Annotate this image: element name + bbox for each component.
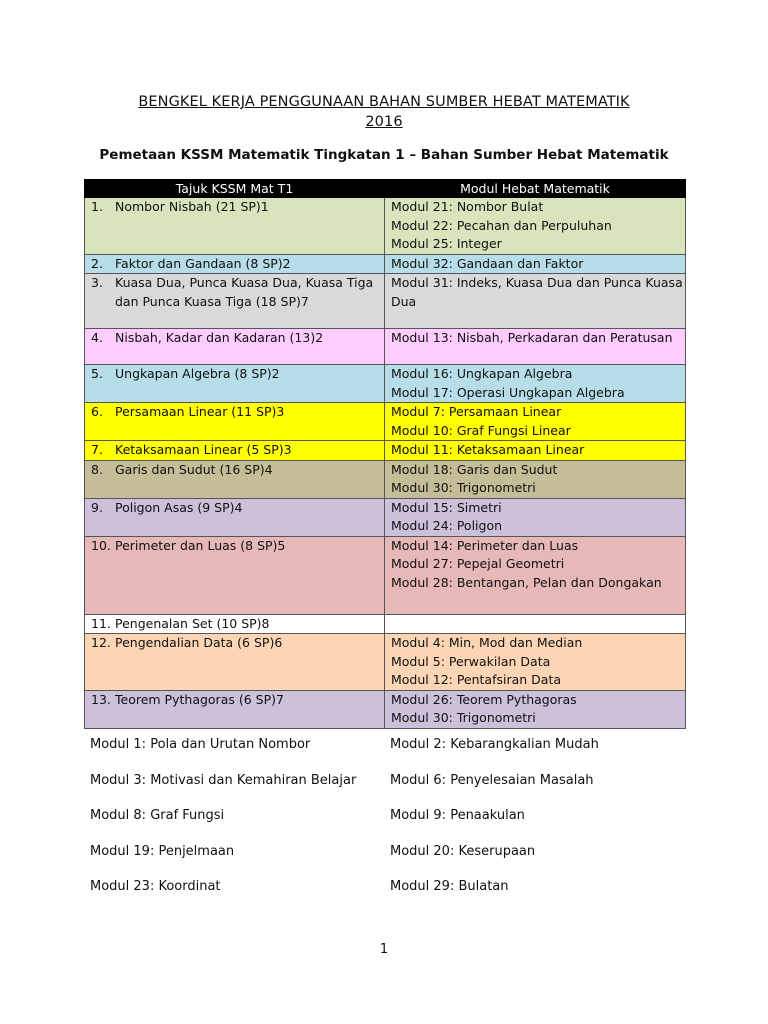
topic-item (91, 537, 384, 556)
modul-item: Modul 17: Operasi Ungkapan Algebra (391, 384, 625, 400)
document-subtitle: Pemetaan KSSM Matematik Tingkatan 1 – Bahan Sumber Hebat Matematik (99, 147, 669, 163)
topic-cell (85, 614, 385, 634)
topic-number: 12. (91, 635, 111, 650)
topic-label: Poligon Asas (9 SP)4 (115, 499, 243, 515)
modul-cell (385, 198, 686, 255)
topic-cell (85, 441, 385, 461)
modul-item: Modul 13: Nisbah, Perkadaran dan Peratusan (391, 330, 673, 345)
modul-cell (385, 274, 686, 329)
topic-label: Perimeter dan Luas (8 SP)5 (115, 537, 286, 553)
modul-item: Modul 15: Simetri (391, 499, 502, 515)
modul-item: Modul 24: Poligon (391, 518, 503, 533)
table-row (85, 274, 686, 329)
modul-cell (385, 460, 686, 498)
topic-label: Pengenalan Set (10 SP)8 (115, 615, 270, 631)
modul-cell (385, 536, 686, 614)
topic-cell (85, 460, 385, 498)
other-modules-row (90, 806, 690, 842)
topic-number: 1. (91, 199, 103, 214)
modul-cell (385, 441, 686, 461)
other-modules-row (90, 842, 690, 878)
topic-item (91, 198, 384, 217)
topic-number: 11. (91, 615, 111, 631)
topic-item (91, 255, 384, 274)
topic-number: 7. (91, 442, 103, 457)
topic-label: Ungkapan Algebra (8 SP)2 (115, 366, 280, 381)
topic-number: 9. (91, 499, 103, 515)
table-row (85, 198, 686, 255)
modul-item: Modul 10: Graf Fungsi Linear (391, 422, 571, 438)
modul-item: Modul 30: Trigonometri (391, 710, 536, 725)
mapping-table (84, 179, 686, 729)
other-module-item: Modul 20: Keserupaan (390, 843, 536, 859)
topic-label: Faktor dan Gandaan (8 SP)2 (115, 255, 291, 271)
topic-cell (85, 198, 385, 255)
table-row (85, 254, 686, 274)
table-row (85, 460, 686, 498)
topic-label: Garis dan Sudut (16 SP)4 (115, 461, 273, 477)
modul-item: Modul 26: Teorem Pythagoras (391, 691, 577, 707)
topic-number: 13. (91, 691, 111, 707)
other-modules-row (90, 735, 690, 771)
table-row (85, 536, 686, 614)
other-modules-list (90, 735, 690, 913)
other-module-item: Modul 29: Bulatan (390, 879, 509, 894)
modul-item: Modul 21: Nombor Bulat (391, 199, 544, 214)
modul-cell (385, 365, 686, 403)
topic-item (91, 461, 384, 480)
modul-cell (385, 634, 686, 691)
topic-number: 6. (91, 404, 103, 419)
topic-item (91, 403, 384, 422)
table-header-row (85, 180, 686, 198)
topic-item (91, 499, 384, 518)
topic-cell (85, 403, 385, 441)
topic-item (91, 274, 384, 311)
modul-item: Modul 28: Bentangan, Pelan dan Dongakan (391, 574, 662, 590)
table-row (85, 403, 686, 441)
modul-item: Modul 31: Indeks, Kuasa Dua dan Punca Kuasa Dua (391, 275, 683, 309)
topic-cell (85, 329, 385, 365)
topic-label: Nisbah, Kadar dan Kadaran (13)2 (115, 330, 324, 345)
topic-number: 4. (91, 330, 103, 345)
table-row (85, 634, 686, 691)
modul-item: Modul 16: Ungkapan Algebra (391, 366, 573, 381)
other-modules-row (90, 877, 690, 913)
topic-item (91, 634, 384, 653)
topic-cell (85, 634, 385, 691)
topic-item (91, 615, 384, 634)
modul-item: Modul 30: Trigonometri (391, 480, 536, 495)
topic-cell (85, 254, 385, 274)
header-modul: Modul Hebat Matematik (385, 180, 686, 198)
other-module-item: Modul 2: Kebarangkalian Mudah (390, 737, 599, 752)
other-module-item: Modul 9: Penaakulan (390, 808, 525, 823)
topic-item (91, 441, 384, 460)
title-line-1: BENGKEL KERJA PENGGUNAAN BAHAN SUMBER HEBAT MATEMATIK (138, 94, 630, 110)
topic-cell (85, 536, 385, 614)
modul-item: Modul 25: Integer (391, 236, 502, 251)
topic-item (91, 691, 384, 710)
modul-cell (385, 329, 686, 365)
page-number: 1 (379, 942, 389, 957)
topic-number: 8. (91, 461, 103, 477)
table-row (85, 329, 686, 365)
modul-item: Modul 7: Persamaan Linear (391, 404, 562, 419)
modul-cell (385, 614, 686, 634)
table-row (85, 614, 686, 634)
document-title (84, 92, 684, 132)
header-kssm-topic: Tajuk KSSM Mat T1 (85, 180, 385, 198)
topic-label: Kuasa Dua, Punca Kuasa Dua, Kuasa Tiga dan Punca Kuasa Tiga (18 SP)7 (115, 275, 374, 309)
other-module-item: Modul 1: Pola dan Urutan Nombor (90, 737, 311, 752)
modul-item: Modul 27: Pepejal Geometri (391, 556, 565, 571)
modul-cell (385, 498, 686, 536)
other-module-item: Modul 23: Koordinat (90, 879, 221, 894)
topic-item (91, 365, 384, 384)
modul-item: Modul 4: Min, Mod dan Median (391, 635, 583, 650)
table-body (85, 198, 686, 729)
table-row (85, 690, 686, 728)
modul-item: Modul 22: Pecahan dan Perpuluhan (391, 217, 612, 233)
topic-cell (85, 498, 385, 536)
other-modules-row (90, 771, 690, 807)
other-module-item: Modul 8: Graf Fungsi (90, 808, 225, 823)
topic-label: Ketaksamaan Linear (5 SP)3 (115, 442, 292, 457)
modul-item: Modul 12: Pentafsiran Data (391, 672, 562, 687)
table-row (85, 498, 686, 536)
topic-label: Persamaan Linear (11 SP)3 (115, 404, 285, 419)
topic-label: Teorem Pythagoras (6 SP)7 (115, 691, 284, 707)
topic-label: Nombor Nisbah (21 SP)1 (115, 199, 269, 214)
topic-label: Pengendalian Data (6 SP)6 (115, 635, 283, 650)
table-row (85, 365, 686, 403)
topic-number: 10. (91, 537, 111, 553)
title-line-2: 2016 (365, 114, 403, 130)
topic-cell (85, 365, 385, 403)
modul-item: Modul 11: Ketaksamaan Linear (391, 442, 585, 457)
other-module-item: Modul 3: Motivasi dan Kemahiran Belajar (90, 772, 357, 788)
modul-cell (385, 403, 686, 441)
modul-item: Modul 18: Garis dan Sudut (391, 461, 558, 477)
modul-cell (385, 690, 686, 728)
topic-number: 5. (91, 366, 103, 381)
modul-item: Modul 5: Perwakilan Data (391, 653, 551, 669)
modul-cell (385, 254, 686, 274)
other-module-item: Modul 19: Penjelmaan (90, 843, 235, 859)
topic-item (91, 329, 384, 348)
other-module-item: Modul 6: Penyelesaian Masalah (390, 772, 594, 788)
topic-number: 3. (91, 275, 103, 290)
topic-cell (85, 690, 385, 728)
modul-item: Modul 14: Perimeter dan Luas (391, 537, 579, 553)
modul-item: Modul 32: Gandaan dan Faktor (391, 255, 584, 271)
topic-cell (85, 274, 385, 329)
topic-number: 2. (91, 255, 103, 271)
table-row (85, 441, 686, 461)
